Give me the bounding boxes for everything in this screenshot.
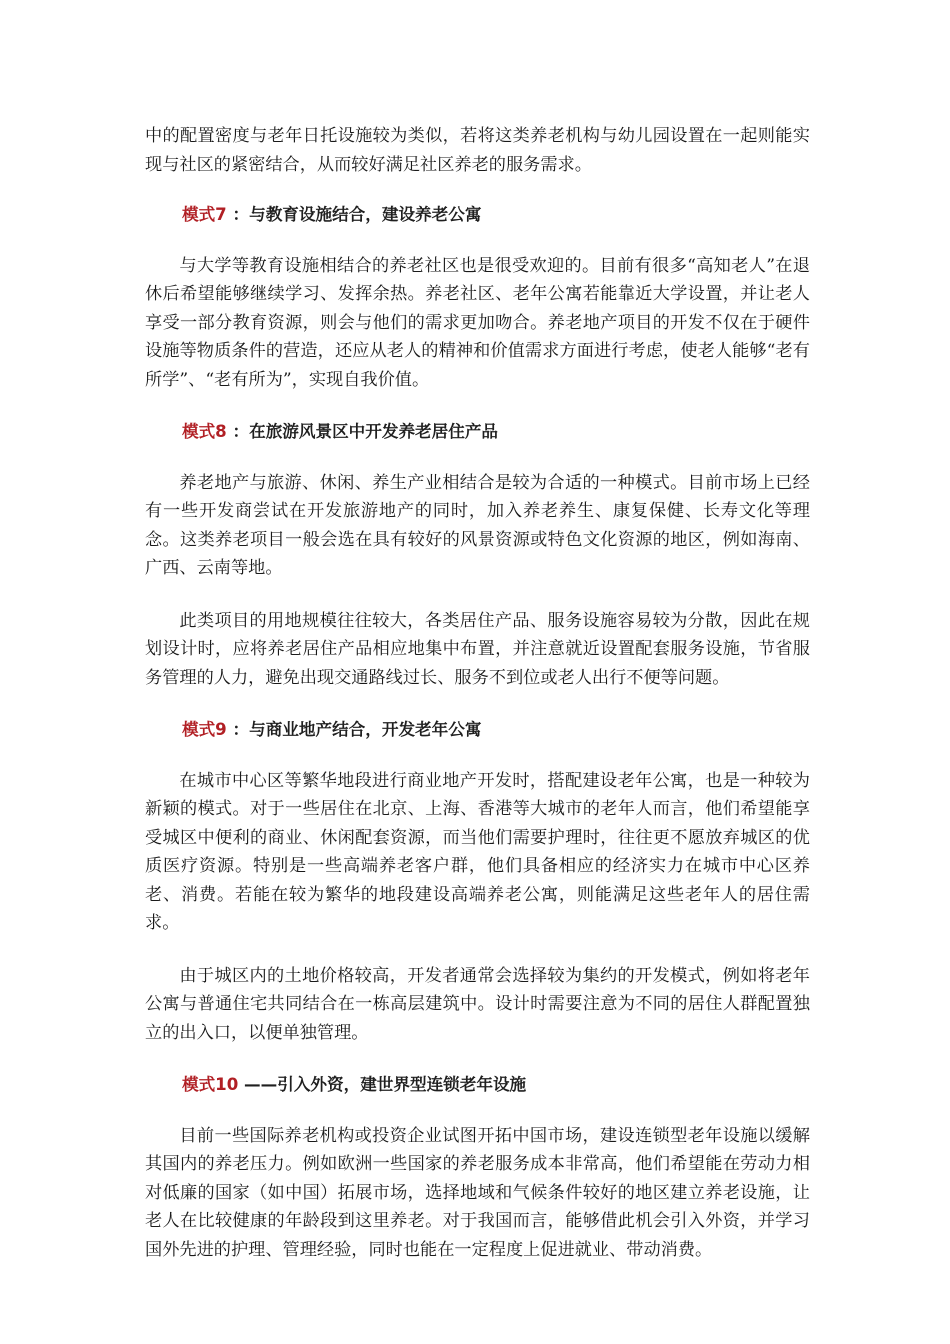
body-paragraph: 养老地产与旅游、休闲、养生产业相结合是较为合适的一种模式。目前市场上已经有一些开发商尝试在开发旅游地产的同时，加入养老养生、康复保健、长寿文化等理念。这类养老项目一般会选在具有较好的风景资源或特色文化资源的地区，例如海南、广西、云南等地。 [145, 472, 810, 578]
body-paragraph: 与大学等教育设施相结合的养老社区也是很受欢迎的。目前有很多“高知老人”在退休后希望能够继续学习、发挥余热。养老社区、老年公寓若能靠近大学设置，并让老人享受一部分教育资源，则会与他们的需求更加吻合。养老地产项目的开发不仅在于硬件设施等物质条件的营造，还应从老人的精神和价值需求方面进行考虑，使老人能够“老有所学”、“老有所为”，实现自我价值。 [145, 255, 810, 390]
mode-label: 模式9 [182, 720, 227, 739]
intro-paragraph: 中的配置密度与老年日托设施较为类似，若将这类养老机构与幼儿园设置在一起则能实现与社区的紧密结合，从而较好满足社区养老的服务需求。 [145, 126, 810, 175]
body-paragraph: 目前一些国际养老机构或投资企业试图开拓中国市场，建设连锁型老年设施以缓解其国内的养老压力。例如欧洲一些国家的养老服务成本非常高，他们希望能在劳动力相对低廉的国家（如中国）拓展市场，选择地域和气候条件较好的地区建立养老设施，让老人在比较健康的年龄段到这里养老。对于我国而言，能够借此机会引入外资，并学习国外先进的护理、管理经验，同时也能在一定程度上促进就业、带动消费。 [145, 1125, 810, 1260]
mode-label: 模式10 [182, 1075, 239, 1094]
section-heading-mode-8 [145, 418, 810, 447]
section-heading-mode-9 [145, 716, 810, 745]
body-paragraph: 由于城区内的土地价格较高，开发者通常会选择较为集约的开发模式，例如将老年公寓与普通住宅共同结合在一栋高层建筑中。设计时需要注意为不同的居住人群配置独立的出入口，以便单独管理。 [145, 965, 810, 1043]
section-title: ：与商业地产结合，开发老年公寓 [226, 720, 482, 739]
body-paragraph: 此类项目的用地规模往往较大，各类居住产品、服务设施容易较为分散，因此在规划设计时，应将养老居住产品相应地集中布置，并注意就近设置配套服务设施，节省服务管理的人力，避免出现交通路线过长、服务不到位或老人出行不便等问题。 [145, 610, 810, 688]
section-title: ——引入外资，建世界型连锁老年设施 [238, 1075, 527, 1094]
body-paragraph: 在城市中心区等繁华地段进行商业地产开发时，搭配建设老年公寓，也是一种较为新颖的模式。对于一些居住在北京、上海、香港等大城市的老年人而言，他们希望能享受城区中便利的商业、休闲配套资源，而当他们需要护理时，往往更不愿放弃城区的优质医疗资源。特别是一些高端养老客户群，他们具备相应的经济实力在城市中心区养老、消费。若能在较为繁华的地段建设高端养老公寓，则能满足这些老年人的居住需求。 [145, 770, 810, 933]
mode-label: 模式7 [182, 205, 227, 224]
section-heading-mode-10 [145, 1071, 810, 1100]
section-heading-mode-7 [145, 201, 810, 230]
section-title: ：与教育设施结合，建设养老公寓 [226, 205, 482, 224]
mode-label: 模式8 [182, 422, 227, 441]
document-page [145, 122, 810, 1264]
section-title: ：在旅游风景区中开发养老居住产品 [226, 422, 499, 441]
